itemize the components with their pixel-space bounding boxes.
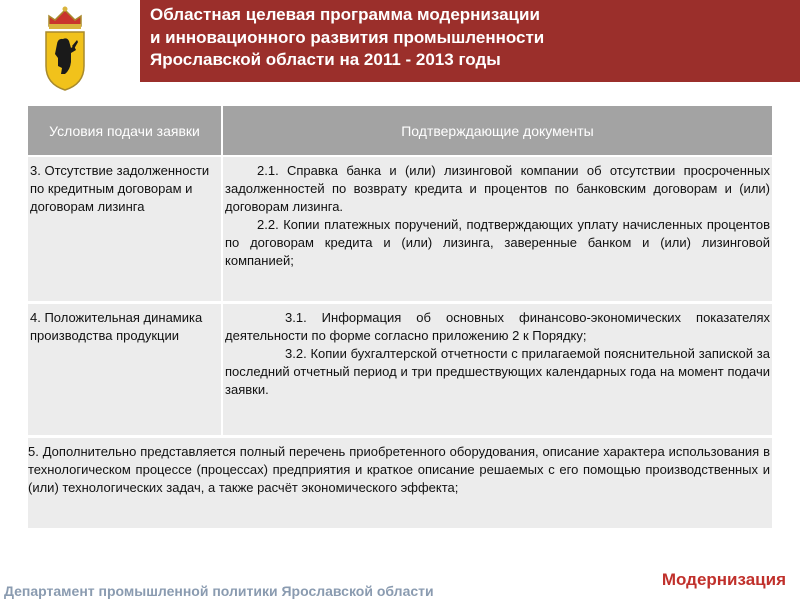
footer-department: Департамент промышленной политики Ярославской области: [4, 583, 434, 599]
document-item: 3.1. Информация об основных финансово-экономических показателях деятельности по форме согласно приложению 2 к Порядку;: [225, 309, 770, 343]
header: [0, 0, 800, 97]
column-header-conditions: Условия подачи заявки: [28, 106, 222, 156]
condition-cell: 4. Положительная динамика производства продукции: [28, 302, 222, 436]
documents-cell: [222, 156, 772, 302]
column-header-documents: Подтверждающие документы: [222, 106, 772, 156]
title-line: и инновационного развития промышленности: [150, 27, 545, 47]
document-item: 3.2. Копии бухгалтерской отчетности с прилагаемой пояснительной запиской за последний отчетный период и три предшествующих календарных года на момент подачи заявки.: [225, 345, 770, 397]
condition-cell: 3. Отсутствие задолженности по кредитным договорам и договорам лизинга: [28, 156, 222, 302]
title-line: Ярославской области на 2011 - 2013 годы: [150, 50, 501, 69]
document-item: 2.1. Справка банка и (или) лизинговой компании об отсутствии просроченных задолженностей по возврату кредита и процентов по банковским договорам и (или) договорам лизинга.: [225, 163, 770, 214]
coat-of-arms-icon: [40, 4, 90, 92]
table-row: [28, 156, 772, 302]
title-line: Областная целевая программа модернизации: [150, 5, 540, 24]
footer-badge: Модернизация: [661, 570, 786, 589]
table-row: [28, 436, 772, 526]
additional-requirement-cell: 5. Дополнительно представляется полный перечень приобретенного оборудования, описание характера использования в технологическом процессе (процессах) предприятия и краткое описание решаемых с его помощью производственных и (или) технологических задач, а также расчёт экономического эффекта;: [28, 436, 772, 526]
requirements-table: [28, 106, 772, 528]
page-title: [150, 4, 790, 72]
documents-cell: [222, 302, 772, 436]
document-item: 2.2. Копии платежных поручений, подтверждающих уплату начисленных процентов по договорам кредита и (или) лизинга, заверенные банком и (или) лизинговой компанией;: [225, 217, 770, 268]
table-row: [28, 302, 772, 436]
table-header-row: [28, 106, 772, 156]
